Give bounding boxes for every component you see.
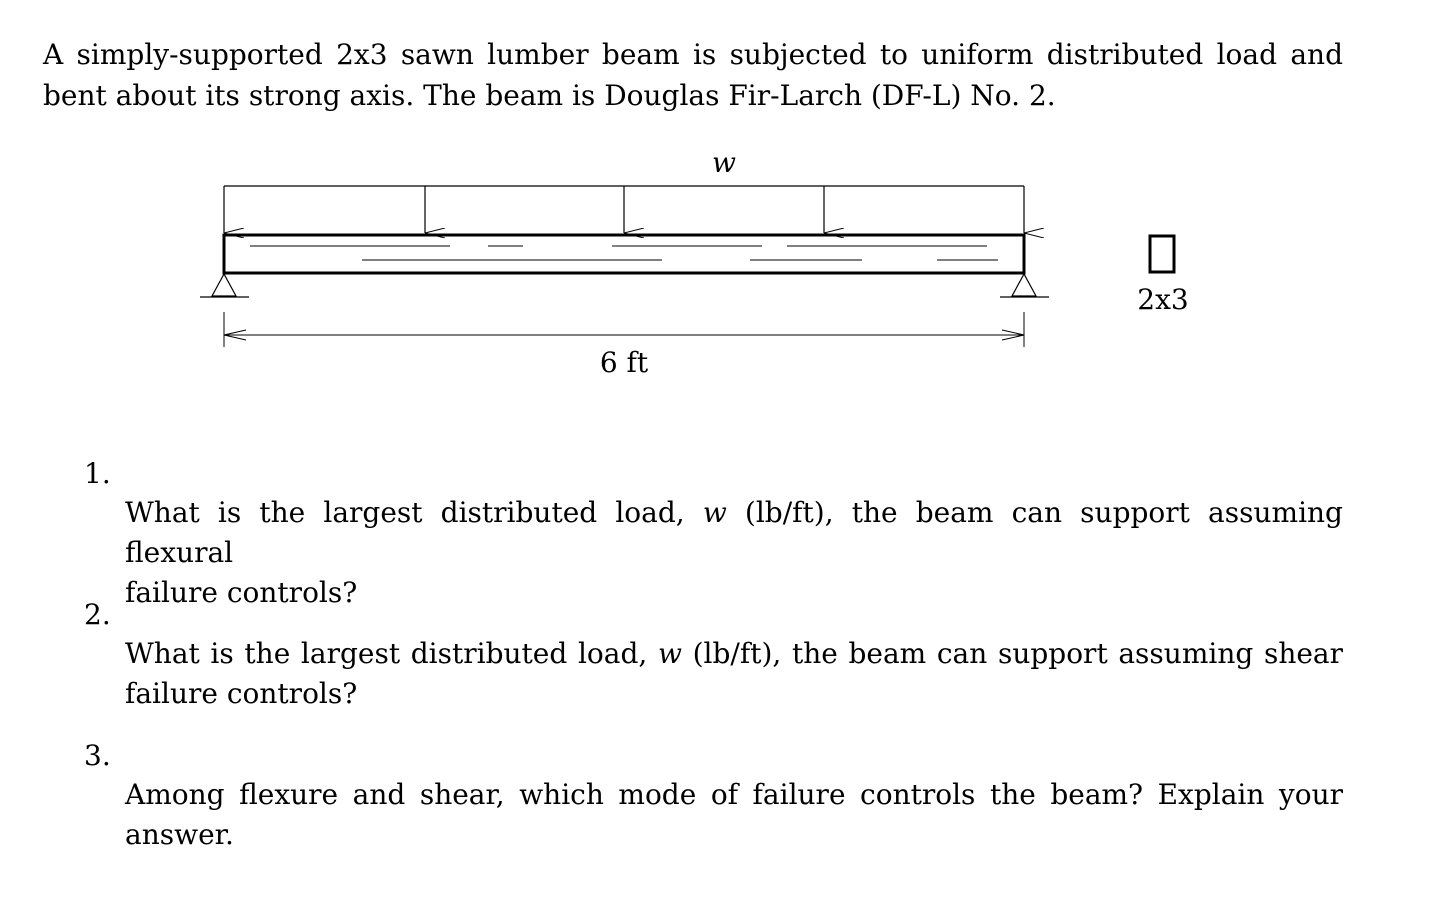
question-1-text	[125, 493, 1343, 613]
load-label: w	[712, 146, 736, 179]
question-2-line-2: failure controls?	[125, 677, 358, 710]
var-w: w	[657, 637, 682, 670]
var-w: w	[702, 496, 727, 529]
question-3-line-1: Among flexure and shear, which mode of failure controls the beam? Explain your	[125, 778, 1343, 811]
load-arrows	[224, 186, 1024, 233]
question-1-line-1: What is the largest distributed load, w (lb/ft), the beam can support assuming flexural	[125, 496, 1343, 569]
span-label: 6 ft	[599, 346, 649, 379]
problem-statement-line-2: bent about its strong axis. The beam is Douglas Fir-Larch (DF-L) No. 2.	[43, 79, 1056, 112]
wood-grain	[250, 246, 998, 260]
span-dimension	[224, 312, 1024, 347]
question-1-number: 1.	[84, 457, 111, 490]
question-3-text	[125, 775, 1343, 855]
question-2-text	[125, 634, 1343, 714]
question-1-line-2: failure controls?	[125, 576, 358, 609]
problem-statement-line-1: A simply-supported 2x3 sawn lumber beam is subjected to uniform distributed load and	[43, 38, 1343, 71]
left-pin-support	[200, 274, 249, 297]
question-3-number: 3.	[84, 739, 111, 772]
question-2-line-1: What is the largest distributed load, w (lb/ft), the beam can support assuming shear	[125, 637, 1343, 670]
beam	[224, 235, 1024, 273]
section-label: 2x3	[1137, 283, 1189, 316]
question-2-number: 2.	[84, 598, 111, 631]
cross-section	[1150, 236, 1174, 272]
right-pin-support	[1000, 274, 1049, 297]
question-3-line-2: answer.	[125, 818, 234, 851]
